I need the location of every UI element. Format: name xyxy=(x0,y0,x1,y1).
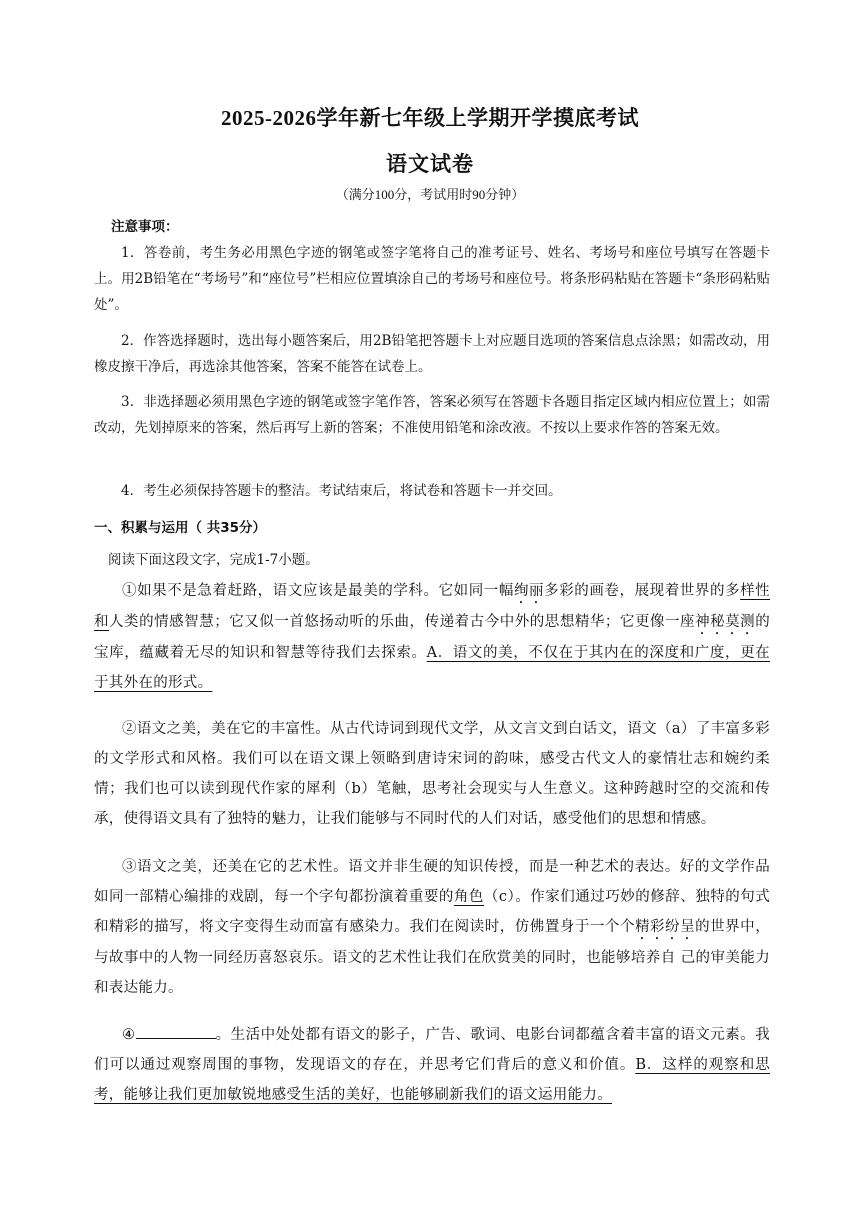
passage-paragraph-1 xyxy=(94,576,770,698)
notice-item-1: 1．答卷前，考生务必用黑色字迹的钢笔或签字笔将自己的准考证号、姓名、考场号和座位号填写在答题卡上。用2B铅笔在“考场号”和“座位号”栏相应位置填涂自己的考场号和座位号。将条形码粘贴在答题卡“条形码粘贴处”。 xyxy=(94,245,770,313)
exam-subtitle: 语文试卷 xyxy=(386,152,474,176)
p3-text-c: （c）。作家们通过巧妙的修辞、独特的句式和精彩的描写，将文字变得生动而富有感染力。我们在阅读时，仿佛置身于一个个 xyxy=(94,889,770,935)
notice-item-4: 4．考生必须保持答题卡的整洁。考试结束后，将试卷和答题卡一并交回。 xyxy=(121,483,562,499)
passage-paragraph-2: ②语文之美，美在它的丰富性。从古代诗词到现代文学，从文言文到白话文，语文（a）了丰富多彩的文学形式和风格。我们可以在语文课上领略到唐诗宋词的韵味，感受古代文人的豪情壮志和婉约柔情；我们也可以读到现代作家的犀利（b）笔触，思考社会现实与人生意义。这种跨越时空的交流和传承，使得语文具有了独特的魅力，让我们能够与不同时代的人们对话，感受他们的思想和情感。 xyxy=(94,721,770,827)
dotted-word-shenmi: 神秘莫测 xyxy=(695,614,756,630)
dotted-word-jingcai: 精彩纷呈 xyxy=(634,919,696,935)
underlined-sentence-b: B．这样的观察和思考，能够让我们更加敏锐地感受生活的美好，也能够刷新我们的语文运用能力。 xyxy=(94,1057,770,1103)
p1-text-e: 人类的情感智慧；它又似一首悠扬动听的乐曲，传递着古今中外的思想精华；它更像一座 xyxy=(109,614,696,630)
p1-text-g: 的宝库，蕴藏着无尽的知识和智慧等待我们去探索。 xyxy=(94,614,770,661)
dotted-word-xuanli: 绚丽 xyxy=(513,583,545,599)
p4-text-b: 。生活中处处都有语文的影子，广告、歌词、电影台词都蕴含着丰富的语文元素。我们可以通过观察周围的事物，发现语文的存在，并思考它们背后的意义和价值。 xyxy=(94,1027,770,1073)
notice-item-3: 3．非选择题必须用黑色字迹的钢笔或签字笔作答，答案必须写在答题卡各题目指定区域内相应位置上；如需改动，先划掉原来的答案，然后再写上新的答案；不准使用铅笔和涂改液。不按以上要求作答的答案无效。 xyxy=(94,394,770,436)
p4-text-a: ④ xyxy=(122,1027,136,1043)
fill-in-blank[interactable] xyxy=(136,1024,216,1039)
p3-text-e: 的世界中，与故事中的人物一同经历喜怒哀乐。语文的艺术性让我们在欣赏美的同时，也能够培养自 己的审美能力和表达能力。 xyxy=(94,919,771,996)
passage-paragraph-4 xyxy=(94,1020,770,1110)
score-info: （满分100分，考试用时90分钟） xyxy=(335,187,525,202)
p3-text-a: ③语文之美，还美在它的艺术性。语文并非生硬的知识传授，而是一种艺术的表达。好的文学作品如同一部精心编排的戏剧，每一个字句都扮演着重要的 xyxy=(94,859,770,905)
underlined-word-juese: 角色 xyxy=(453,889,484,905)
exam-title: 2025-2026学年新七年级上学期开学摸底考试 xyxy=(221,106,639,130)
passage-paragraph-3 xyxy=(94,852,770,1003)
notice-item-2: 2．作答选择题时，选出每小题答案后，用2B铅笔把答题卡上对应题目选项的答案信息点涂黑；如需改动，用橡皮擦干净后，再选涂其他答案，答案不能答在试卷上。 xyxy=(94,333,770,375)
underlined-sentence-a: A．语文的美，不仅在于其内在的深度和广度，更在于其外在的形式。 xyxy=(94,645,770,691)
underlined-word-yangxing: 样性和 xyxy=(94,583,770,630)
p1-text-c: 多彩的画卷，展现着世界的多 xyxy=(544,583,741,599)
section-lead: 阅读下面这段文字，完成1-7小题。 xyxy=(108,552,319,568)
notice-label: 注意事项： xyxy=(111,219,179,235)
p1-text-a: ①如果不是急着赶路，语文应该是最美的学科。它如同一幅 xyxy=(122,583,514,599)
section-title: 一、积累与运用（ 共35分） xyxy=(94,520,266,536)
